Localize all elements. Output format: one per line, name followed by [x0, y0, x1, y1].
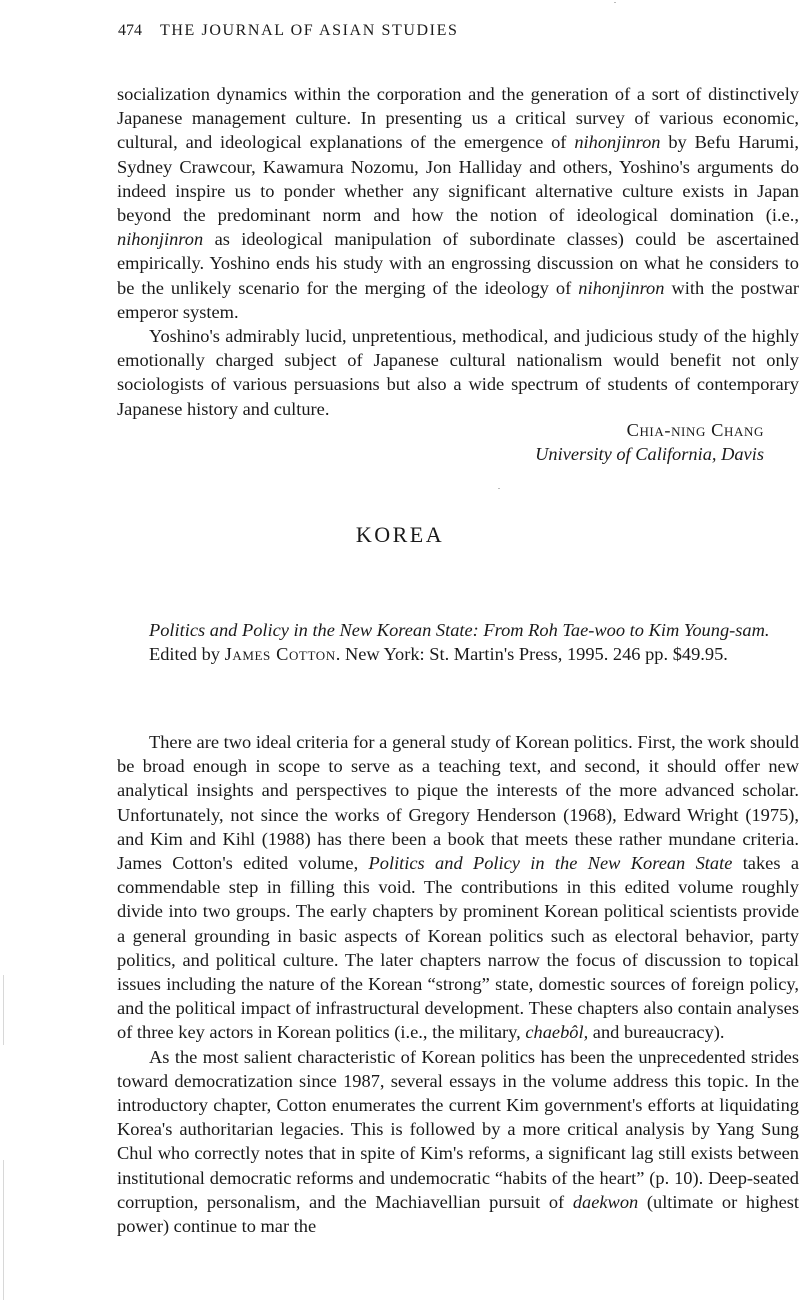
separator-dot [498, 488, 500, 489]
text-run: Yoshino's admirably lucid, unpretentious, methodical, and judicious study of the highly emotionally charged subject of Japanese cultural nationalism would benefit not only sociologists of various persuasions but also a wide spectrum of students of contemporary Japanese history and culture. [117, 326, 799, 419]
scan-speck [614, 2, 616, 3]
book-publisher: . New York: St. Martin's Press, 1995. 246 pp. [335, 644, 669, 665]
italic-text: daekwon [572, 1191, 639, 1212]
text-run: as ideological manipulation of subordinate classes) could be ascertained empirically. Yoshino ends his study with an engrossing discussion on what he considers to be the unlikely scenario for the merging of the ideology of [117, 229, 799, 298]
reviewer-affiliation: University of California, Davis [535, 444, 764, 464]
italic-text: chaebôl, [525, 1022, 589, 1043]
text-run: As the most salient characteristic of Korean politics has been the unprecedented strides toward democratization since 1987, several essays in the volume address this topic. In the introductory chapter, Cotton enumerates the current Kim government's efforts at liquidating Korea's authoritarian legacies. This is followed by a more critical analysis by Yang Sung Chul who correctly notes that in spite of Kim's reforms, a significant lag still exists between institutional democratic reforms and undemocratic “habits of the heart” (p. 10). Deep-seated corruption, personalism, and the Machiavellian pursuit of [117, 1046, 799, 1212]
page-edge-mark [3, 975, 4, 1045]
text-run: (ultimate or highest power) continue to mar the [117, 1191, 799, 1237]
text-run: takes a commendable step in filling this void. The contributions in this edited volume roughly divide into two groups. The early chapters by prominent Korean political scientists provide a general grounding in basic aspects of Korean politics such as electoral behavior, party politics, and political culture. The later chapters narrow the focus of discussion to topical issues including the nature of the Korean “strong” state, domestic sources of foreign policy, and the political impact of infrastructural development. These chapters also contain analyses of three key actors in Korean politics (i.e., the military, [117, 853, 799, 1043]
text-run: with the postwar emperor system. [117, 277, 799, 322]
italic-text: Politics and Policy in the New Korean State [368, 853, 733, 874]
italic-text: nihonjinron [578, 277, 665, 298]
section-title: KOREA [355, 522, 445, 547]
book-editor: James Cotton [224, 644, 336, 665]
book-title: Politics and Policy in the New Korean State: From Roh Tae-woo to Kim Young-sam. [149, 620, 770, 640]
review-japan-paragraph-2 [117, 324, 799, 421]
text-run: socialization dynamics within the corporation and the generation of a sort of distinctively Japanese management culture. In presenting us a critical survey of various economic, cultural, and ideological explanations of the emergence of [117, 84, 799, 153]
text-run: by Befu Harumi, Sydney Crawcour, Kawamura Nozomu, Jon Halliday and others, Yoshino's arguments do indeed inspire us to ponder whether any significant alternative culture exists in Japan beyond the predominant norm and how the notion of ideological domination (i.e., [117, 132, 799, 226]
italic-text: nihonjinron [117, 229, 204, 250]
reviewer-name: Chia-ning Chang [626, 420, 764, 440]
reviewer-signature [535, 418, 764, 466]
review-korea-body [117, 730, 799, 1238]
review-japan-body [117, 82, 799, 421]
book-price: $49.95. [672, 644, 728, 665]
italic-text: nihonjinron [574, 132, 661, 153]
journal-title: THE JOURNAL OF ASIAN STUDIES [160, 22, 459, 39]
text-run: There are two ideal criteria for a general study of Korean politics. First, the work should be broad enough in scope to serve as a teaching text, and second, it should offer new analytical insights and perspectives to pique the interests of the more advanced scholar. Unfortunately, not since the works of Gregory Henderson (1968), Edward Wright (1975), and Kim and Kihl (1988) has there been a book that meets these rather mundane criteria. James Cotton's edited volume, [117, 732, 799, 874]
review-korea-paragraph-2 [117, 1045, 799, 1239]
text-run: and bureaucracy). [588, 1022, 725, 1043]
book-citation [149, 618, 789, 666]
running-header [118, 22, 458, 40]
review-korea-paragraph-1 [117, 730, 799, 1045]
page-edge-mark [3, 1160, 4, 1300]
page-number: 474 [118, 22, 142, 39]
edited-by-label: Edited by [149, 644, 220, 665]
review-japan-paragraph-1 [117, 82, 799, 324]
